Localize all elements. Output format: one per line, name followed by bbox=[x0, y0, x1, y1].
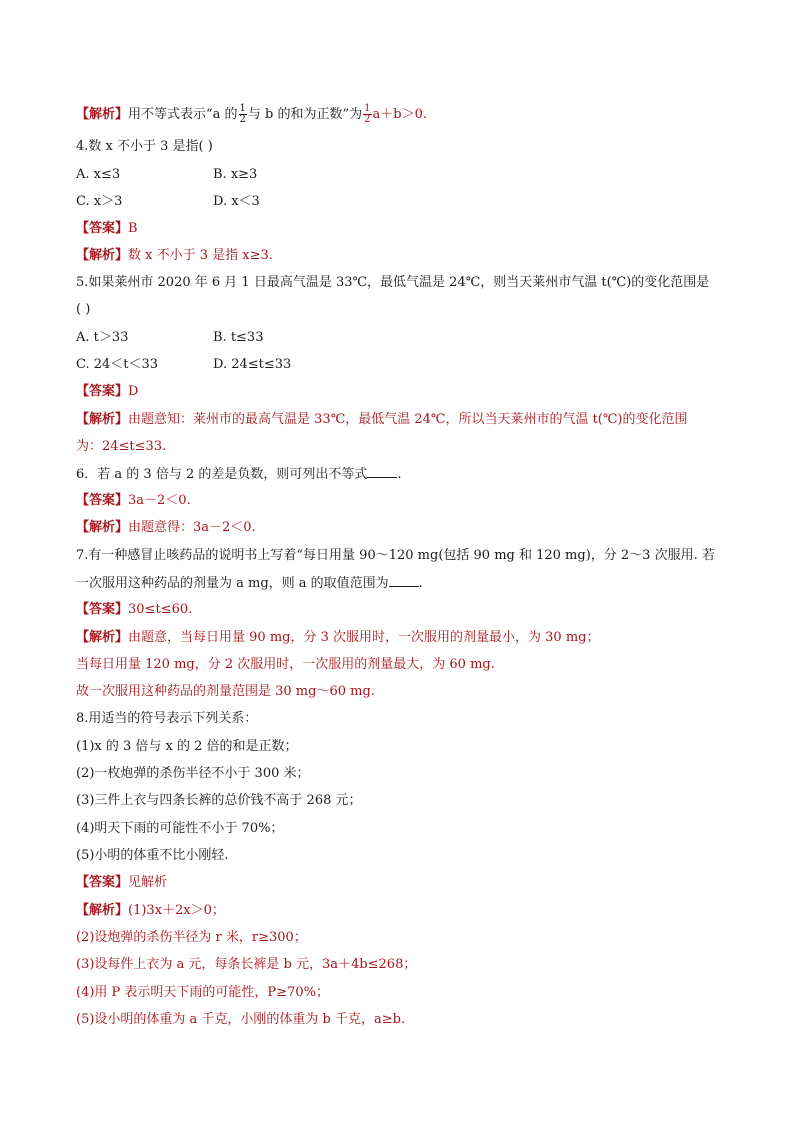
q5-options-row2 bbox=[76, 356, 291, 374]
analysis-tag: 【解析】 bbox=[76, 630, 129, 645]
answer-tag: 【答案】 bbox=[76, 221, 129, 236]
q8-analysis-line5: (5)设小明的体重为 a 千克，小刚的体重为 b 千克，a≥b. bbox=[76, 1012, 406, 1027]
q3-analysis-text-c: a＋b＞0. bbox=[372, 107, 428, 122]
q5-answer: D bbox=[128, 384, 139, 399]
q4-options-row1 bbox=[76, 166, 257, 184]
q4-option-b: B. x≥3 bbox=[213, 167, 258, 182]
q4-options-row2 bbox=[76, 193, 260, 211]
q5-option-b: B. t≤33 bbox=[213, 330, 264, 345]
fraction-denominator: 2 bbox=[239, 114, 246, 125]
q4-analysis-line bbox=[76, 247, 273, 265]
q6-stem-end: . bbox=[397, 467, 402, 482]
q4-answer: B bbox=[128, 221, 138, 236]
q7-stem-line1: 7.有一种感冒止咳药品的说明书上写着“每日用量 90～120 mg(包括 90 mg 和 120 mg)，分 2～3 次服用. 若 bbox=[76, 548, 715, 563]
fraction-one-half-answer bbox=[363, 104, 371, 125]
analysis-tag: 【解析】 bbox=[76, 107, 129, 122]
q4-analysis: 数 x 不小于 3 是指 x≥3. bbox=[128, 248, 273, 263]
q6-analysis: 由题意得：3a－2＜0. bbox=[128, 520, 256, 535]
q7-analysis-line2: 当每日用量 120 mg，分 2 次服用时，一次服用的剂量最大，为 60 mg. bbox=[76, 657, 495, 672]
fraction-numerator: 1 bbox=[364, 103, 371, 114]
q5-options-row1 bbox=[76, 329, 263, 347]
q5-option-d: D. 24≤t≤33 bbox=[213, 357, 292, 372]
q7-stem-2: 一次服用这种药品的剂量为 a mg，则 a 的取值范围为 bbox=[76, 576, 389, 591]
analysis-tag: 【解析】 bbox=[76, 248, 129, 263]
q8-answer-line bbox=[76, 874, 167, 892]
q4-option-c: C. x＞3 bbox=[76, 194, 123, 209]
answer-tag: 【答案】 bbox=[76, 875, 129, 890]
q3-analysis-line bbox=[76, 104, 427, 125]
q7-analysis-line1 bbox=[76, 629, 599, 647]
answer-tag: 【答案】 bbox=[76, 493, 129, 508]
q7-answer-line bbox=[76, 601, 192, 619]
q6-answer: 3a－2＜0. bbox=[128, 493, 191, 508]
q8-item-2: (2)一枚炮弹的杀伤半径不小于 300 米； bbox=[76, 766, 310, 781]
q5-analysis-line1 bbox=[76, 411, 688, 429]
q5-option-c: C. 24＜t＜33 bbox=[76, 357, 159, 372]
q8-analysis-1: (1)3x＋2x＞0； bbox=[128, 903, 225, 918]
q8-stem: 8.用适当的符号表示下列关系： bbox=[76, 711, 258, 726]
analysis-tag: 【解析】 bbox=[76, 412, 129, 427]
q7-stem-line2 bbox=[76, 574, 423, 593]
q8-answer: 见解析 bbox=[128, 875, 168, 890]
q7-analysis-1: 由题意，当每日用量 90 mg，分 3 次服用时，一次服用的剂量最小，为 30 mg； bbox=[128, 630, 600, 645]
analysis-tag: 【解析】 bbox=[76, 520, 129, 535]
analysis-tag: 【解析】 bbox=[76, 903, 129, 918]
q5-analysis-1: 由题意知：莱州市的最高气温是 33℃，最低气温 24℃，所以当天莱州市的气温 t(℃)的变化范围 bbox=[128, 412, 688, 427]
q8-analysis-line2: (2)设炮弹的杀伤半径为 r 米，r≥300； bbox=[76, 930, 307, 945]
q3-analysis-text-a: 用不等式表示“a 的 bbox=[128, 107, 238, 122]
q3-analysis-text-b: 与 b 的和为正数”为 bbox=[247, 107, 363, 122]
fraction-denominator: 2 bbox=[364, 114, 371, 125]
fraction-one-half bbox=[239, 104, 247, 125]
q8-analysis-line1 bbox=[76, 902, 225, 920]
q6-analysis-line bbox=[76, 519, 256, 537]
q6-stem: 6．若 a 的 3 倍与 2 的差是负数，则可列出不等式 bbox=[76, 467, 368, 482]
q8-item-5: (5)小明的体重不比小刚轻. bbox=[76, 848, 229, 863]
q4-option-a: A. x≤3 bbox=[76, 167, 121, 182]
q7-analysis-line3: 故一次服用这种药品的剂量范围是 30 mg～60 mg. bbox=[76, 684, 375, 699]
q4-answer-line bbox=[76, 220, 138, 238]
answer-blank bbox=[389, 574, 419, 587]
answer-tag: 【答案】 bbox=[76, 384, 129, 399]
fraction-numerator: 1 bbox=[239, 103, 246, 114]
q5-stem-line1: 5.如果莱州市 2020 年 6 月 1 日最高气温是 33℃，最低气温是 24℃，则当天莱州市气温 t(℃)的变化范围是 bbox=[76, 275, 710, 290]
q6-stem-line bbox=[76, 465, 402, 484]
q6-answer-line bbox=[76, 492, 191, 510]
answer-tag: 【答案】 bbox=[76, 602, 129, 617]
q7-answer: 30≤t≤60. bbox=[128, 602, 193, 617]
q5-analysis-line2: 为：24≤t≤33. bbox=[76, 439, 167, 454]
q8-analysis-line4: (4)用 P 表示明天下雨的可能性，P≥70%； bbox=[76, 985, 329, 1000]
q4-option-d: D. x＜3 bbox=[213, 194, 260, 209]
q4-stem: 4.数 x 不小于 3 是指( ) bbox=[76, 139, 213, 154]
answer-blank bbox=[367, 465, 397, 478]
q5-stem-line2: ( ) bbox=[76, 302, 91, 317]
q8-item-4: (4)明天下雨的可能性不小于 70%； bbox=[76, 821, 284, 836]
q8-item-3: (3)三件上衣与四条长裤的总价钱不高于 268 元； bbox=[76, 793, 362, 808]
q5-option-a: A. t＞33 bbox=[76, 330, 129, 345]
q5-answer-line bbox=[76, 383, 138, 401]
q8-analysis-line3: (3)设每件上衣为 a 元，每条长裤是 b 元，3a＋4b≤268； bbox=[76, 957, 417, 972]
q8-item-1: (1)x 的 3 倍与 x 的 2 倍的和是正数； bbox=[76, 739, 298, 754]
q7-stem-end: . bbox=[418, 576, 423, 591]
